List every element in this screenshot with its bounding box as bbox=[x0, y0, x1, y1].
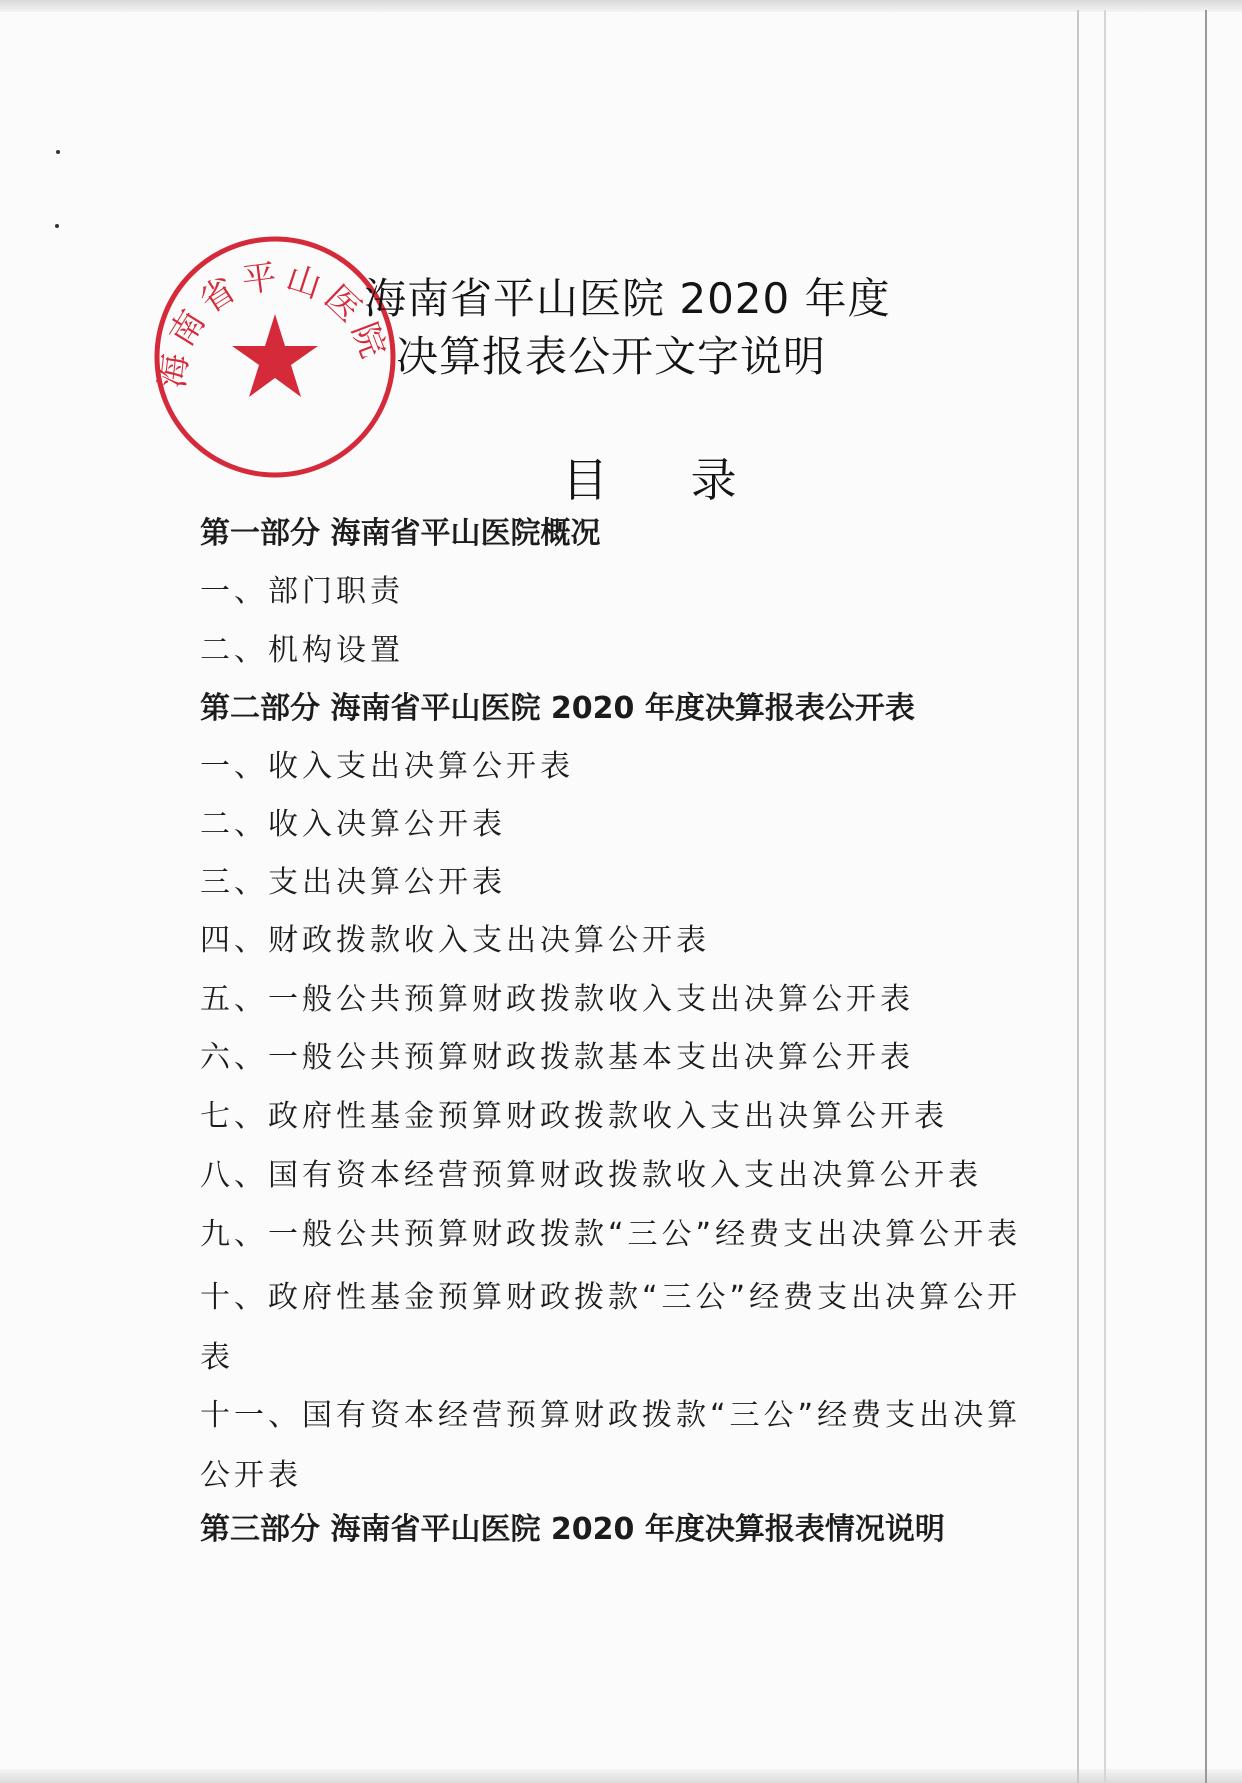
document-title-line-1: 海南省平山医院 2020 年度 bbox=[364, 274, 891, 323]
seal-text: 海南省平山医院 bbox=[152, 256, 396, 390]
toc-entry: 一、收入支出决算公开表 bbox=[200, 749, 574, 784]
toc-part-heading: 第二部分 海南省平山医院 2020 年度决算报表公开表 bbox=[200, 691, 915, 726]
official-seal bbox=[150, 232, 400, 482]
scan-edge-top bbox=[0, 0, 1242, 12]
toc-entry: 六、一般公共预算财政拨款基本支出决算公开表 bbox=[200, 1040, 914, 1075]
toc-entry: 二、收入决算公开表 bbox=[200, 807, 506, 842]
toc-entry: 四、财政拨款收入支出决算公开表 bbox=[200, 923, 710, 958]
seal-graphic bbox=[150, 232, 400, 482]
toc-entry: 一、部门职责 bbox=[200, 574, 404, 609]
seal-star-icon bbox=[232, 314, 318, 397]
toc-entry: 七、政府性基金预算财政拨款收入支出决算公开表 bbox=[200, 1099, 948, 1134]
scan-speck bbox=[56, 150, 60, 154]
toc-heading: 目 录 bbox=[562, 453, 771, 507]
toc-entry: 十、政府性基金预算财政拨款“三公”经费支出决算公开表 bbox=[200, 1280, 1022, 1375]
toc-entry: 九、一般公共预算财政拨款“三公”经费支出决算公开表 bbox=[200, 1217, 1022, 1252]
paper-fold-line bbox=[1077, 10, 1079, 1783]
document-title-line-2: 决算报表公开文字说明 bbox=[396, 332, 827, 381]
toc-entry: 五、一般公共预算财政拨款收入支出决算公开表 bbox=[200, 982, 914, 1017]
paper-fold-line bbox=[1104, 10, 1106, 1783]
paper-edge-line bbox=[1205, 10, 1207, 1783]
toc-entry: 十一、国有资本经营预算财政拨款“三公”经费支出决算公开表 bbox=[200, 1398, 1022, 1493]
toc-part-heading: 第三部分 海南省平山医院 2020 年度决算报表情况说明 bbox=[200, 1512, 945, 1547]
toc-entry: 八、国有资本经营预算财政拨款收入支出决算公开表 bbox=[200, 1158, 982, 1193]
scan-edge-bottom bbox=[0, 1769, 1242, 1783]
toc-entry: 三、支出决算公开表 bbox=[200, 865, 506, 900]
scan-speck bbox=[55, 224, 59, 228]
toc-part-heading: 第一部分 海南省平山医院概况 bbox=[200, 516, 601, 551]
toc-entry: 二、机构设置 bbox=[200, 633, 404, 668]
